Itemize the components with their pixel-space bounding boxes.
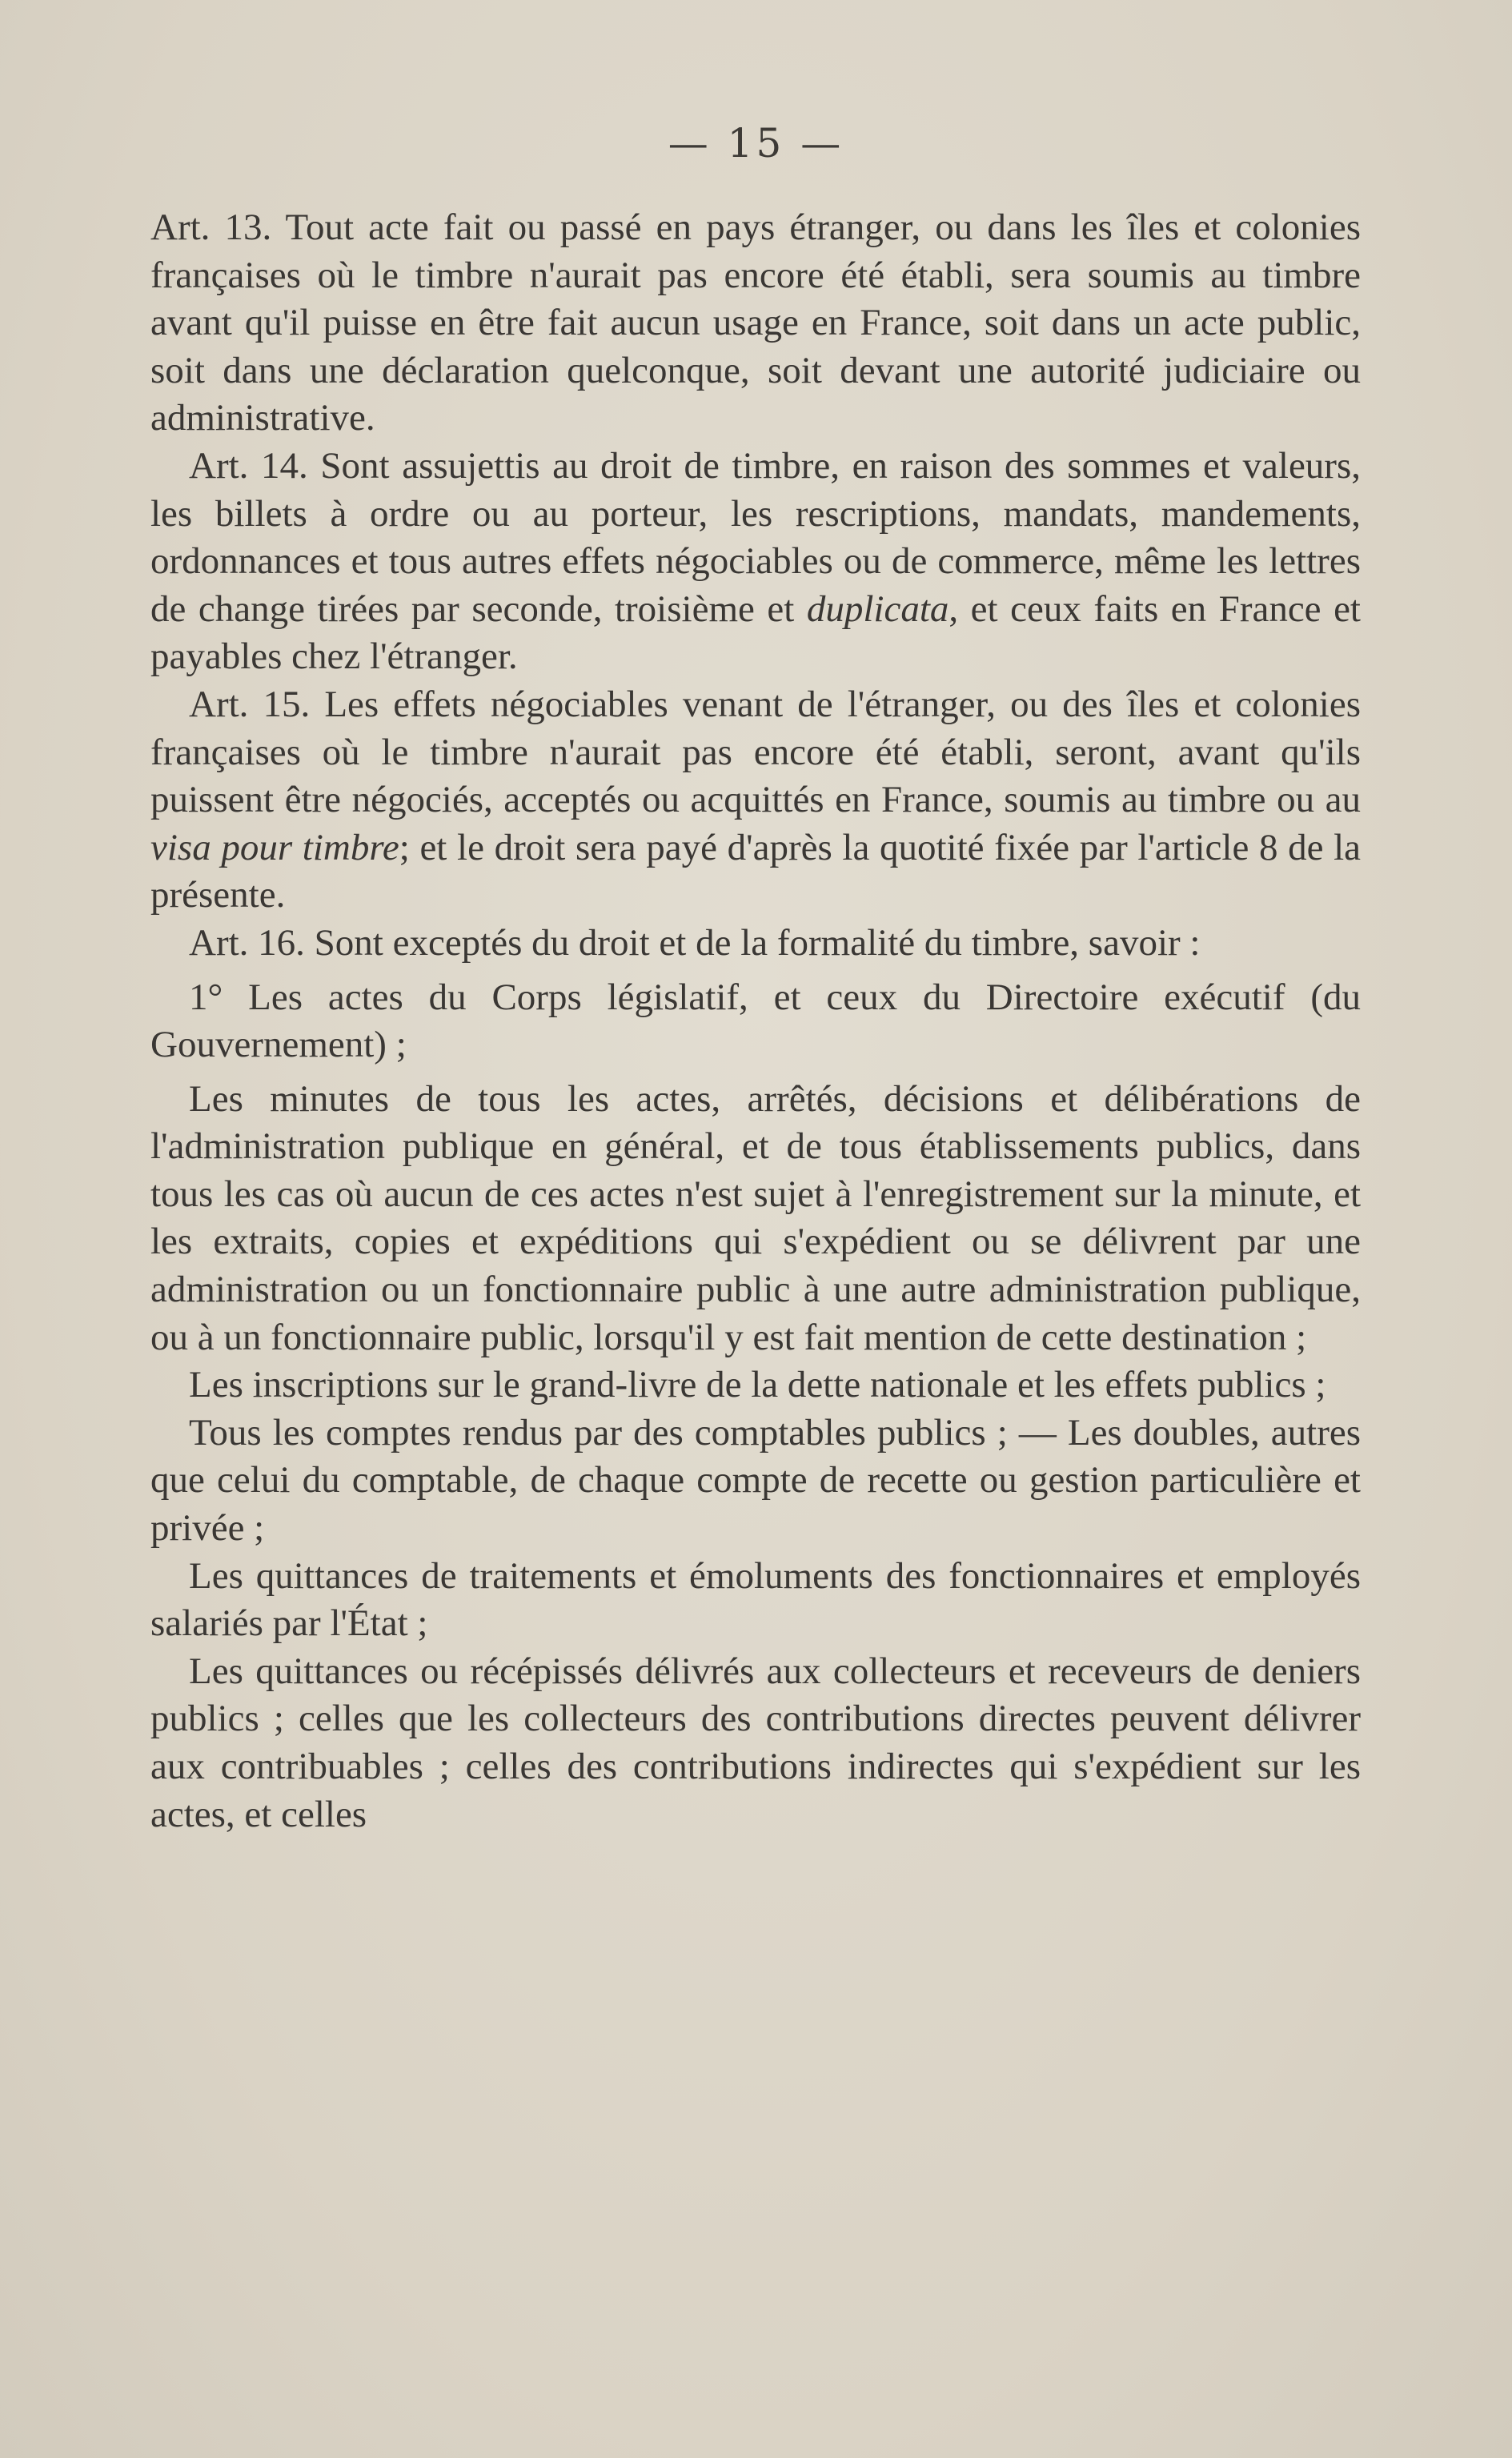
- article-13: Art. 13. Tout acte fait ou passé en pays étranger, ou dans les îles et colonies françaises où le timbre n'aurait pas encore été établi, sera soumis au timbre avant qu'il puisse en être fait aucun usage en France, soit dans un acte public, soit dans une déclaration quelconque, soit devant une autorité judiciaire ou administrative.: [150, 207, 1361, 439]
- article-15: [150, 681, 1361, 920]
- exception-item-actes: 1° Les actes du Corps législatif, et ceux du Directoire exécutif (du Gouvernement) ;: [150, 976, 1361, 1066]
- article-15-italic-term: visa pour timbre: [150, 826, 399, 868]
- article-15-text-start: Art. 15. Les effets négociables venant de l'étranger, ou des îles et colonies françaises où le timbre n'aurait pas encore été établi, seront, avant qu'ils puissent être négociés, acceptés ou acquittés en France, soumis au timbre ou au: [150, 683, 1361, 821]
- article-16: Art. 16. Sont exceptés du droit et de la formalité du timbre, savoir :: [189, 921, 1201, 964]
- body-text: [150, 204, 1361, 1838]
- article-14-text-end: , et ceux faits en France et payables chez l'étranger.: [150, 587, 1361, 678]
- exception-item-quittances-traitements: Les quittances de traitements et émoluments des fonctionnaires et employés salariés par l'État ;: [150, 1554, 1361, 1645]
- exception-item-minutes: Les minutes de tous les actes, arrêtés, décisions et délibérations de l'administration publique en général, et de tous établissements publics, dans tous les cas où aucun de ces actes n'est sujet à l'enregistrement sur la minute, et les extraits, copies et expéditions qui s'expédient ou se délivrent par une administration ou un fonctionnaire public à une autre administration publique, ou à un fonctionnaire public, lorsqu'il y est fait mention de cette destination ;: [150, 1077, 1361, 1358]
- page-number: — 15 —: [668, 120, 844, 166]
- article-15-text-end: ; et le droit sera payé d'après la quotité fixée par l'article 8 de la présente.: [150, 826, 1361, 916]
- exception-item-comptes: Tous les comptes rendus par des comptables publics ; — Les doubles, autres que celui du comptable, de chaque compte de recette ou gestion particulière et privée ;: [150, 1411, 1361, 1550]
- exception-item-inscriptions: Les inscriptions sur le grand-livre de la dette nationale et les effets publics ;: [189, 1364, 1326, 1406]
- article-14: [150, 443, 1361, 681]
- article-14-italic-term: duplicata: [806, 587, 949, 630]
- exception-item-quittances-recepisses: Les quittances ou récépissés délivrés aux collecteurs et receveurs de deniers publics ; celles que les collecteurs des contributions directes peuvent délivrer aux contribuables ; celles des contributions indirectes qui s'expédient sur les actes, et celles: [150, 1650, 1361, 1835]
- article-14-text-start: Art. 14. Sont assujettis au droit de timbre, en raison des sommes et valeurs, les billets à ordre ou au porteur, les rescriptions, mandats, mandements, ordonnances et tous autres effets négociables ou de commerce, même les lettres de change tirées par seconde, troisième et: [150, 444, 1361, 630]
